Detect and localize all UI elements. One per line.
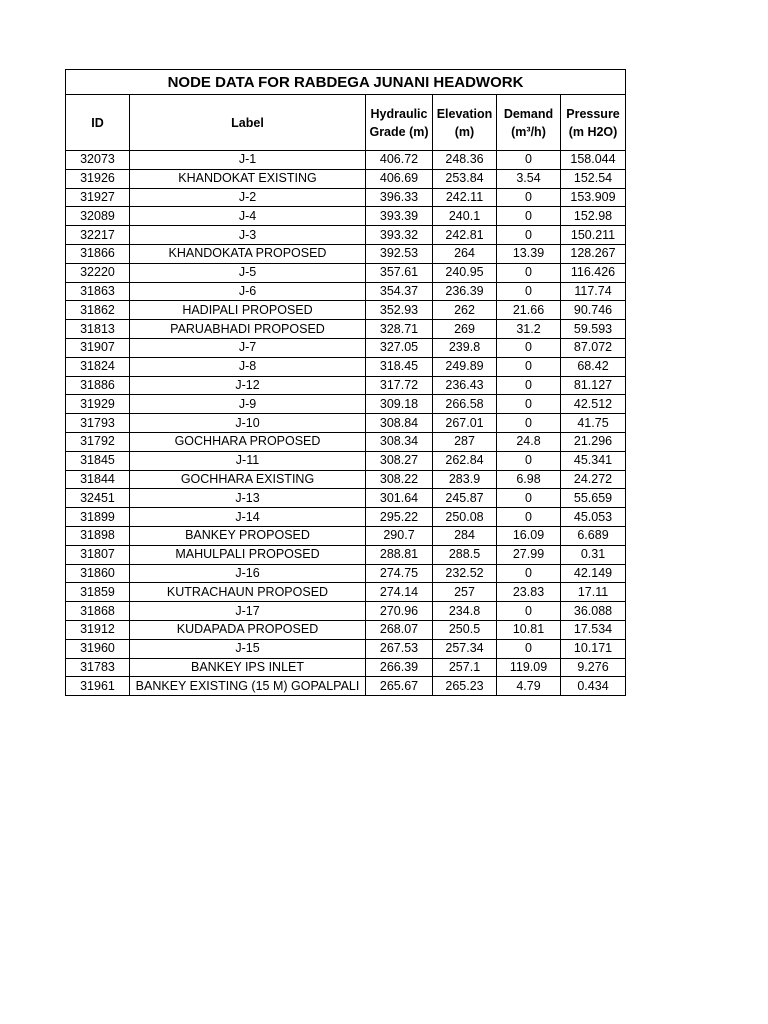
cell-label: J-11 — [130, 451, 366, 470]
cell-demand: 0 — [497, 376, 561, 395]
cell-elevation: 249.89 — [433, 357, 497, 376]
cell-demand: 0 — [497, 151, 561, 170]
cell-label: J-3 — [130, 226, 366, 245]
cell-demand: 0 — [497, 508, 561, 527]
cell-id: 32451 — [66, 489, 130, 508]
cell-hydraulic-grade: 352.93 — [366, 301, 433, 320]
cell-pressure: 153.909 — [561, 188, 626, 207]
cell-label: J-8 — [130, 357, 366, 376]
header-hydraulic-grade — [366, 95, 433, 151]
cell-label: J-14 — [130, 508, 366, 527]
table-row — [66, 188, 626, 207]
cell-hydraulic-grade: 308.22 — [366, 470, 433, 489]
cell-label: J-16 — [130, 564, 366, 583]
cell-id: 32217 — [66, 226, 130, 245]
cell-id: 31929 — [66, 395, 130, 414]
cell-id: 32220 — [66, 263, 130, 282]
table-row — [66, 658, 626, 677]
cell-elevation: 240.95 — [433, 263, 497, 282]
cell-elevation: 250.5 — [433, 620, 497, 639]
cell-id: 31807 — [66, 545, 130, 564]
cell-elevation: 269 — [433, 320, 497, 339]
cell-hydraulic-grade: 295.22 — [366, 508, 433, 527]
cell-id: 31793 — [66, 414, 130, 433]
cell-label: J-15 — [130, 639, 366, 658]
cell-label: BANKEY EXISTING (15 M) GOPALPALI — [130, 677, 366, 696]
cell-elevation: 239.8 — [433, 338, 497, 357]
cell-id: 31886 — [66, 376, 130, 395]
cell-pressure: 10.171 — [561, 639, 626, 658]
cell-hydraulic-grade: 328.71 — [366, 320, 433, 339]
cell-elevation: 288.5 — [433, 545, 497, 564]
cell-demand: 10.81 — [497, 620, 561, 639]
cell-label: J-1 — [130, 151, 366, 170]
cell-demand: 13.39 — [497, 244, 561, 263]
cell-label: J-6 — [130, 282, 366, 301]
header-pressure-line1: Pressure — [566, 106, 620, 121]
cell-hydraulic-grade: 308.84 — [366, 414, 433, 433]
cell-id: 31844 — [66, 470, 130, 489]
header-id: ID — [66, 95, 130, 151]
cell-label: BANKEY IPS INLET — [130, 658, 366, 677]
cell-demand: 0 — [497, 414, 561, 433]
cell-demand: 0 — [497, 188, 561, 207]
cell-label: MAHULPALI PROPOSED — [130, 545, 366, 564]
cell-demand: 0 — [497, 564, 561, 583]
cell-hydraulic-grade: 406.72 — [366, 151, 433, 170]
header-elevation — [433, 95, 497, 151]
table-row — [66, 432, 626, 451]
cell-id: 31866 — [66, 244, 130, 263]
cell-elevation: 236.39 — [433, 282, 497, 301]
cell-demand: 27.99 — [497, 545, 561, 564]
cell-label: J-10 — [130, 414, 366, 433]
table-row — [66, 639, 626, 658]
cell-elevation: 232.52 — [433, 564, 497, 583]
cell-id: 31813 — [66, 320, 130, 339]
cell-demand: 0 — [497, 639, 561, 658]
cell-elevation: 234.8 — [433, 602, 497, 621]
cell-elevation: 250.08 — [433, 508, 497, 527]
cell-demand: 21.66 — [497, 301, 561, 320]
cell-hydraulic-grade: 274.14 — [366, 583, 433, 602]
cell-id: 31824 — [66, 357, 130, 376]
cell-label: PARUABHADI PROPOSED — [130, 320, 366, 339]
cell-id: 31960 — [66, 639, 130, 658]
cell-hydraulic-grade: 274.75 — [366, 564, 433, 583]
cell-demand: 0 — [497, 207, 561, 226]
cell-id: 32089 — [66, 207, 130, 226]
cell-hydraulic-grade: 406.69 — [366, 169, 433, 188]
table-row — [66, 508, 626, 527]
cell-demand: 119.09 — [497, 658, 561, 677]
table-row — [66, 207, 626, 226]
cell-elevation: 264 — [433, 244, 497, 263]
cell-pressure: 45.053 — [561, 508, 626, 527]
cell-pressure: 42.149 — [561, 564, 626, 583]
cell-elevation: 283.9 — [433, 470, 497, 489]
cell-hydraulic-grade: 266.39 — [366, 658, 433, 677]
cell-id: 31868 — [66, 602, 130, 621]
header-elevation-line2: (m) — [454, 124, 475, 139]
cell-elevation: 245.87 — [433, 489, 497, 508]
table-row — [66, 602, 626, 621]
cell-id: 31898 — [66, 526, 130, 545]
cell-demand: 0 — [497, 602, 561, 621]
cell-demand: 4.79 — [497, 677, 561, 696]
cell-demand: 0 — [497, 395, 561, 414]
cell-demand: 0 — [497, 263, 561, 282]
cell-elevation: 253.84 — [433, 169, 497, 188]
cell-pressure: 42.512 — [561, 395, 626, 414]
cell-hydraulic-grade: 317.72 — [366, 376, 433, 395]
cell-pressure: 17.534 — [561, 620, 626, 639]
table-row — [66, 414, 626, 433]
table-row — [66, 301, 626, 320]
cell-demand: 0 — [497, 357, 561, 376]
header-demand-line1: Demand — [503, 106, 554, 121]
cell-label: J-17 — [130, 602, 366, 621]
cell-elevation: 257.1 — [433, 658, 497, 677]
table-row — [66, 489, 626, 508]
header-hydraulic-grade-line2: Grade (m) — [369, 124, 429, 139]
cell-hydraulic-grade: 393.39 — [366, 207, 433, 226]
table-row — [66, 263, 626, 282]
cell-hydraulic-grade: 267.53 — [366, 639, 433, 658]
cell-pressure: 36.088 — [561, 602, 626, 621]
table-row — [66, 451, 626, 470]
cell-pressure: 59.593 — [561, 320, 626, 339]
cell-pressure: 17.11 — [561, 583, 626, 602]
cell-hydraulic-grade: 290.7 — [366, 526, 433, 545]
cell-hydraulic-grade: 318.45 — [366, 357, 433, 376]
cell-pressure: 87.072 — [561, 338, 626, 357]
cell-elevation: 236.43 — [433, 376, 497, 395]
cell-elevation: 267.01 — [433, 414, 497, 433]
cell-hydraulic-grade: 268.07 — [366, 620, 433, 639]
cell-elevation: 262 — [433, 301, 497, 320]
table-title: NODE DATA FOR RABDEGA JUNANI HEADWORK — [66, 70, 626, 95]
cell-elevation: 242.11 — [433, 188, 497, 207]
table-row — [66, 244, 626, 263]
cell-demand: 3.54 — [497, 169, 561, 188]
cell-elevation: 287 — [433, 432, 497, 451]
cell-hydraulic-grade: 270.96 — [366, 602, 433, 621]
header-elevation-line1: Elevation — [436, 106, 493, 121]
table-row — [66, 282, 626, 301]
cell-id: 31859 — [66, 583, 130, 602]
cell-pressure: 116.426 — [561, 263, 626, 282]
cell-hydraulic-grade: 357.61 — [366, 263, 433, 282]
node-data-table — [65, 69, 626, 696]
cell-label: BANKEY PROPOSED — [130, 526, 366, 545]
cell-pressure: 41.75 — [561, 414, 626, 433]
cell-pressure: 6.689 — [561, 526, 626, 545]
cell-elevation: 240.1 — [433, 207, 497, 226]
cell-id: 31961 — [66, 677, 130, 696]
cell-pressure: 152.54 — [561, 169, 626, 188]
cell-elevation: 242.81 — [433, 226, 497, 245]
cell-label: J-4 — [130, 207, 366, 226]
cell-elevation: 248.36 — [433, 151, 497, 170]
cell-id: 31862 — [66, 301, 130, 320]
table-row — [66, 395, 626, 414]
table-row — [66, 564, 626, 583]
cell-id: 31926 — [66, 169, 130, 188]
table-row — [66, 169, 626, 188]
cell-hydraulic-grade: 396.33 — [366, 188, 433, 207]
header-demand-line2: (m³/h) — [511, 124, 546, 139]
cell-id: 31845 — [66, 451, 130, 470]
cell-id: 31860 — [66, 564, 130, 583]
cell-id: 31912 — [66, 620, 130, 639]
table-row — [66, 526, 626, 545]
table-header-row — [66, 95, 626, 151]
cell-demand: 0 — [497, 338, 561, 357]
cell-label: HADIPALI PROPOSED — [130, 301, 366, 320]
cell-hydraulic-grade: 393.32 — [366, 226, 433, 245]
cell-id: 31907 — [66, 338, 130, 357]
table-row — [66, 226, 626, 245]
cell-demand: 0 — [497, 451, 561, 470]
cell-pressure: 0.434 — [561, 677, 626, 696]
cell-elevation: 262.84 — [433, 451, 497, 470]
cell-label: J-12 — [130, 376, 366, 395]
cell-label: GOCHHARA PROPOSED — [130, 432, 366, 451]
cell-label: KUTRACHAUN PROPOSED — [130, 583, 366, 602]
cell-pressure: 21.296 — [561, 432, 626, 451]
table-title-row — [66, 70, 626, 95]
cell-demand: 6.98 — [497, 470, 561, 489]
cell-hydraulic-grade: 354.37 — [366, 282, 433, 301]
cell-hydraulic-grade: 392.53 — [366, 244, 433, 263]
cell-hydraulic-grade: 288.81 — [366, 545, 433, 564]
cell-pressure: 68.42 — [561, 357, 626, 376]
header-hydraulic-grade-line1: Hydraulic — [370, 106, 428, 121]
cell-elevation: 265.23 — [433, 677, 497, 696]
header-pressure — [561, 95, 626, 151]
cell-demand: 0 — [497, 226, 561, 245]
cell-pressure: 24.272 — [561, 470, 626, 489]
table-row — [66, 357, 626, 376]
cell-elevation: 257 — [433, 583, 497, 602]
cell-label: KHANDOKAT EXISTING — [130, 169, 366, 188]
table-body — [66, 151, 626, 696]
cell-demand: 24.8 — [497, 432, 561, 451]
header-pressure-line2: (m H2O) — [568, 124, 618, 139]
cell-pressure: 150.211 — [561, 226, 626, 245]
cell-pressure: 55.659 — [561, 489, 626, 508]
cell-id: 31863 — [66, 282, 130, 301]
cell-hydraulic-grade: 309.18 — [366, 395, 433, 414]
cell-hydraulic-grade: 308.34 — [366, 432, 433, 451]
table-row — [66, 583, 626, 602]
cell-id: 31783 — [66, 658, 130, 677]
cell-elevation: 284 — [433, 526, 497, 545]
cell-elevation: 266.58 — [433, 395, 497, 414]
cell-id: 31899 — [66, 508, 130, 527]
cell-label: J-7 — [130, 338, 366, 357]
table-row — [66, 376, 626, 395]
cell-label: J-2 — [130, 188, 366, 207]
cell-hydraulic-grade: 327.05 — [366, 338, 433, 357]
cell-elevation: 257.34 — [433, 639, 497, 658]
cell-id: 32073 — [66, 151, 130, 170]
cell-demand: 0 — [497, 489, 561, 508]
cell-pressure: 117.74 — [561, 282, 626, 301]
cell-label: J-13 — [130, 489, 366, 508]
cell-demand: 16.09 — [497, 526, 561, 545]
cell-label: GOCHHARA EXISTING — [130, 470, 366, 489]
table-row — [66, 320, 626, 339]
cell-demand: 23.83 — [497, 583, 561, 602]
table-row — [66, 677, 626, 696]
header-label: Label — [130, 95, 366, 151]
cell-label: KHANDOKATA PROPOSED — [130, 244, 366, 263]
cell-label: KUDAPADA PROPOSED — [130, 620, 366, 639]
cell-hydraulic-grade: 265.67 — [366, 677, 433, 696]
table-row — [66, 470, 626, 489]
cell-pressure: 158.044 — [561, 151, 626, 170]
cell-pressure: 9.276 — [561, 658, 626, 677]
cell-pressure: 90.746 — [561, 301, 626, 320]
cell-pressure: 152.98 — [561, 207, 626, 226]
cell-demand: 0 — [497, 282, 561, 301]
cell-pressure: 0.31 — [561, 545, 626, 564]
cell-hydraulic-grade: 308.27 — [366, 451, 433, 470]
cell-id: 31927 — [66, 188, 130, 207]
cell-pressure: 45.341 — [561, 451, 626, 470]
cell-hydraulic-grade: 301.64 — [366, 489, 433, 508]
table-row — [66, 338, 626, 357]
table-row — [66, 151, 626, 170]
cell-demand: 31.2 — [497, 320, 561, 339]
table-row — [66, 545, 626, 564]
cell-label: J-9 — [130, 395, 366, 414]
cell-id: 31792 — [66, 432, 130, 451]
table-row — [66, 620, 626, 639]
cell-pressure: 81.127 — [561, 376, 626, 395]
cell-pressure: 128.267 — [561, 244, 626, 263]
cell-label: J-5 — [130, 263, 366, 282]
header-demand — [497, 95, 561, 151]
